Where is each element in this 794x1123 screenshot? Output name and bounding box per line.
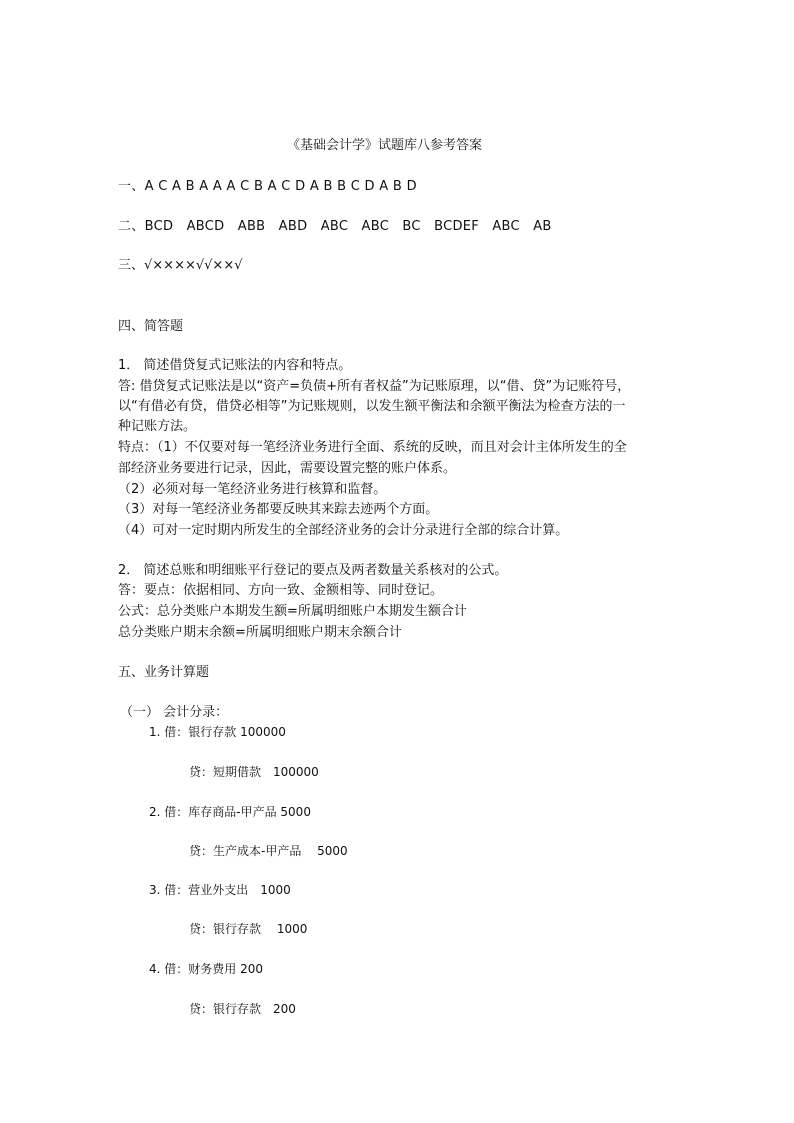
answer-1-line-2: 以“有借必有贷，借贷必相等”为记账规则，以发生额平衡法和余额平衡法为检查方法的一 <box>118 399 626 414</box>
answer-2-line-1: 答：要点：依据相同、方向一致、金额相等、同时登记。 <box>118 583 444 598</box>
document-title: 《基础会计学》试题库八参考答案 <box>287 138 483 153</box>
entry-3-credit: 贷：银行存款 1000 <box>189 922 308 936</box>
entry-1-debit: 1. 借：银行存款 100000 <box>149 725 286 739</box>
question-1: 1． 简述借贷复式记账法的内容和特点。 <box>118 358 352 373</box>
answer-2-line-2: 公式：总分类账户本期发生额=所属明细账户本期发生额合计 <box>118 604 467 619</box>
entry-2-debit: 2. 借：库存商品-甲产品 5000 <box>149 805 311 819</box>
features-line-5: （4）可对一定时期内所发生的全部经济业务的会计分录进行全部的综合计算。 <box>118 523 569 538</box>
features-line-1: 特点：（1）不仅要对每一笔经济业务进行全面、系统的反映，而且对会计主体所发生的全 <box>118 440 627 455</box>
entry-3-debit: 3. 借：营业外支出 1000 <box>149 883 291 897</box>
answer-1-line-1: 答: 借贷复式记账法是以“资产=负债+所有者权益”为记账原理，以“借、贷”为记账符号， <box>118 379 631 394</box>
subsection-1-heading: （一） 会计分录： <box>120 705 229 720</box>
entry-1-credit: 贷：短期借款 100000 <box>189 765 319 779</box>
entry-4-debit: 4. 借：财务费用 200 <box>149 962 263 976</box>
features-line-4: （3）对每一笔经济业务都要反映其来踪去迹两个方面。 <box>118 502 439 517</box>
features-line-2: 部经济业务要进行记录，因此，需要设置完整的账户体系。 <box>118 461 457 476</box>
section-3-answers: 三、√××××√√××√ <box>118 258 243 273</box>
section-4-heading: 四、简答题 <box>118 319 184 334</box>
entry-4-credit: 贷：银行存款 200 <box>189 1002 296 1016</box>
answer-1-line-3: 种记账方法。 <box>118 419 197 434</box>
answer-2-line-3: 总分类账户期末余额=所属明细账户期末余额合计 <box>118 625 402 640</box>
features-line-3: （2）必须对每一笔经济业务进行核算和监督。 <box>118 482 387 497</box>
entry-2-credit: 贷：生产成本-甲产品 5000 <box>189 844 348 858</box>
section-5-heading: 五、业务计算题 <box>118 665 210 680</box>
section-1-answers: 一、A C A B A A A C B A C D A B B C D A B D <box>118 179 417 194</box>
question-2: 2． 简述总账和明细账平行登记的要点及两者数量关系核对的公式。 <box>118 563 508 578</box>
section-2-answers: 二、BCD ABCD ABB ABD ABC ABC BC BCDEF ABC AB <box>118 219 552 234</box>
